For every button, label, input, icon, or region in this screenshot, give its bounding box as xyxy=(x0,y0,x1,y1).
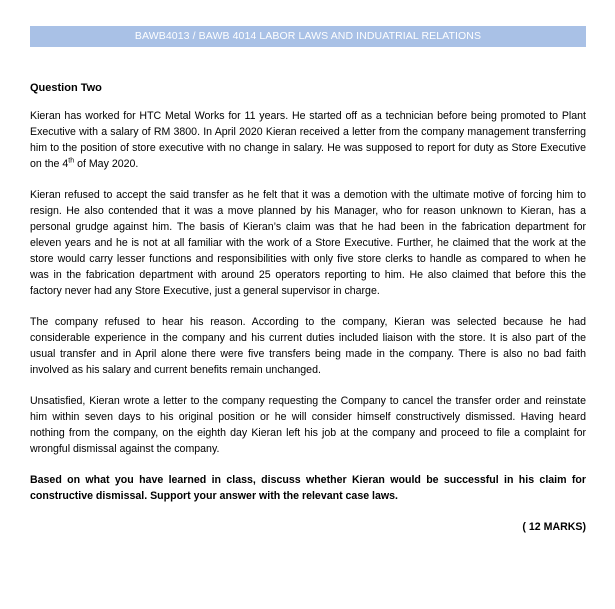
course-title: BAWB4013 / BAWB 4014 LABOR LAWS AND INDUATRIAL RELATIONS xyxy=(134,30,482,42)
question-instruction: Based on what you have learned in class, discuss whether Kieran would be successful in his claim for constructive dismissal. Support your answer with the relevant case laws. xyxy=(30,474,586,502)
paragraph-1-text: Kieran has worked for HTC Metal Works for 11 years. He started off as a technician before being promoted to Plant Executive with a salary of RM 3800. In April 2020 Kieran received a letter from the company management transferring him to the position of store executive with no change in salary. He was supposed to report for duty as Store Executive on the 4 xyxy=(30,110,586,170)
scenario-paragraph-1 xyxy=(30,108,586,172)
paragraph-1-text-end: of May 2020. xyxy=(74,158,139,170)
ordinal-superscript: th xyxy=(68,157,75,165)
scenario-paragraph-3: The company refused to hear his reason. According to the company, Kieran was selected because he had considerable experience in the company and his current duties included liaison with the store. It is also part of the usual transfer and in April alone there were five transfers being made in the company. There is also no bad faith involved as his salary and current benefits remain unchanged. xyxy=(30,316,586,376)
marks-allocation: ( 12 MARKS) xyxy=(522,521,586,533)
scenario-paragraph-2: Kieran refused to accept the said transfer as he felt that it was a demotion with the ultimate motive of forcing him to resign. He also contended that it was a move planned by his Manager, who for reason unknown to Kieran, has a personal grudge against him. The basis of Kieran’s claim was that he had been in the fabrication department for eleven years and he is not at all familiar with the work of a Store Executive. Further, he claimed that the work at the store would carry lesser functions and responsibilities with only five store clerks to handle as compared to when he was in the fabrication department with around 25 operators reporting to him. He also claimed that before this the factory never had any Store Executive, just a general supervisor in charge. xyxy=(30,189,586,297)
question-content xyxy=(30,80,586,535)
question-title: Question Two xyxy=(30,82,102,94)
scenario-paragraph-4: Unsatisfied, Kieran wrote a letter to the company requesting the Company to cancel the transfer order and reinstate him within seven days to his original position or he will consider himself constructively dismissed. Having heard nothing from the company, on the eighth day Kieran left his job at the company and proceed to file a complaint for wrongful dismissal against the company. xyxy=(30,395,586,455)
course-header-bar xyxy=(30,26,586,47)
